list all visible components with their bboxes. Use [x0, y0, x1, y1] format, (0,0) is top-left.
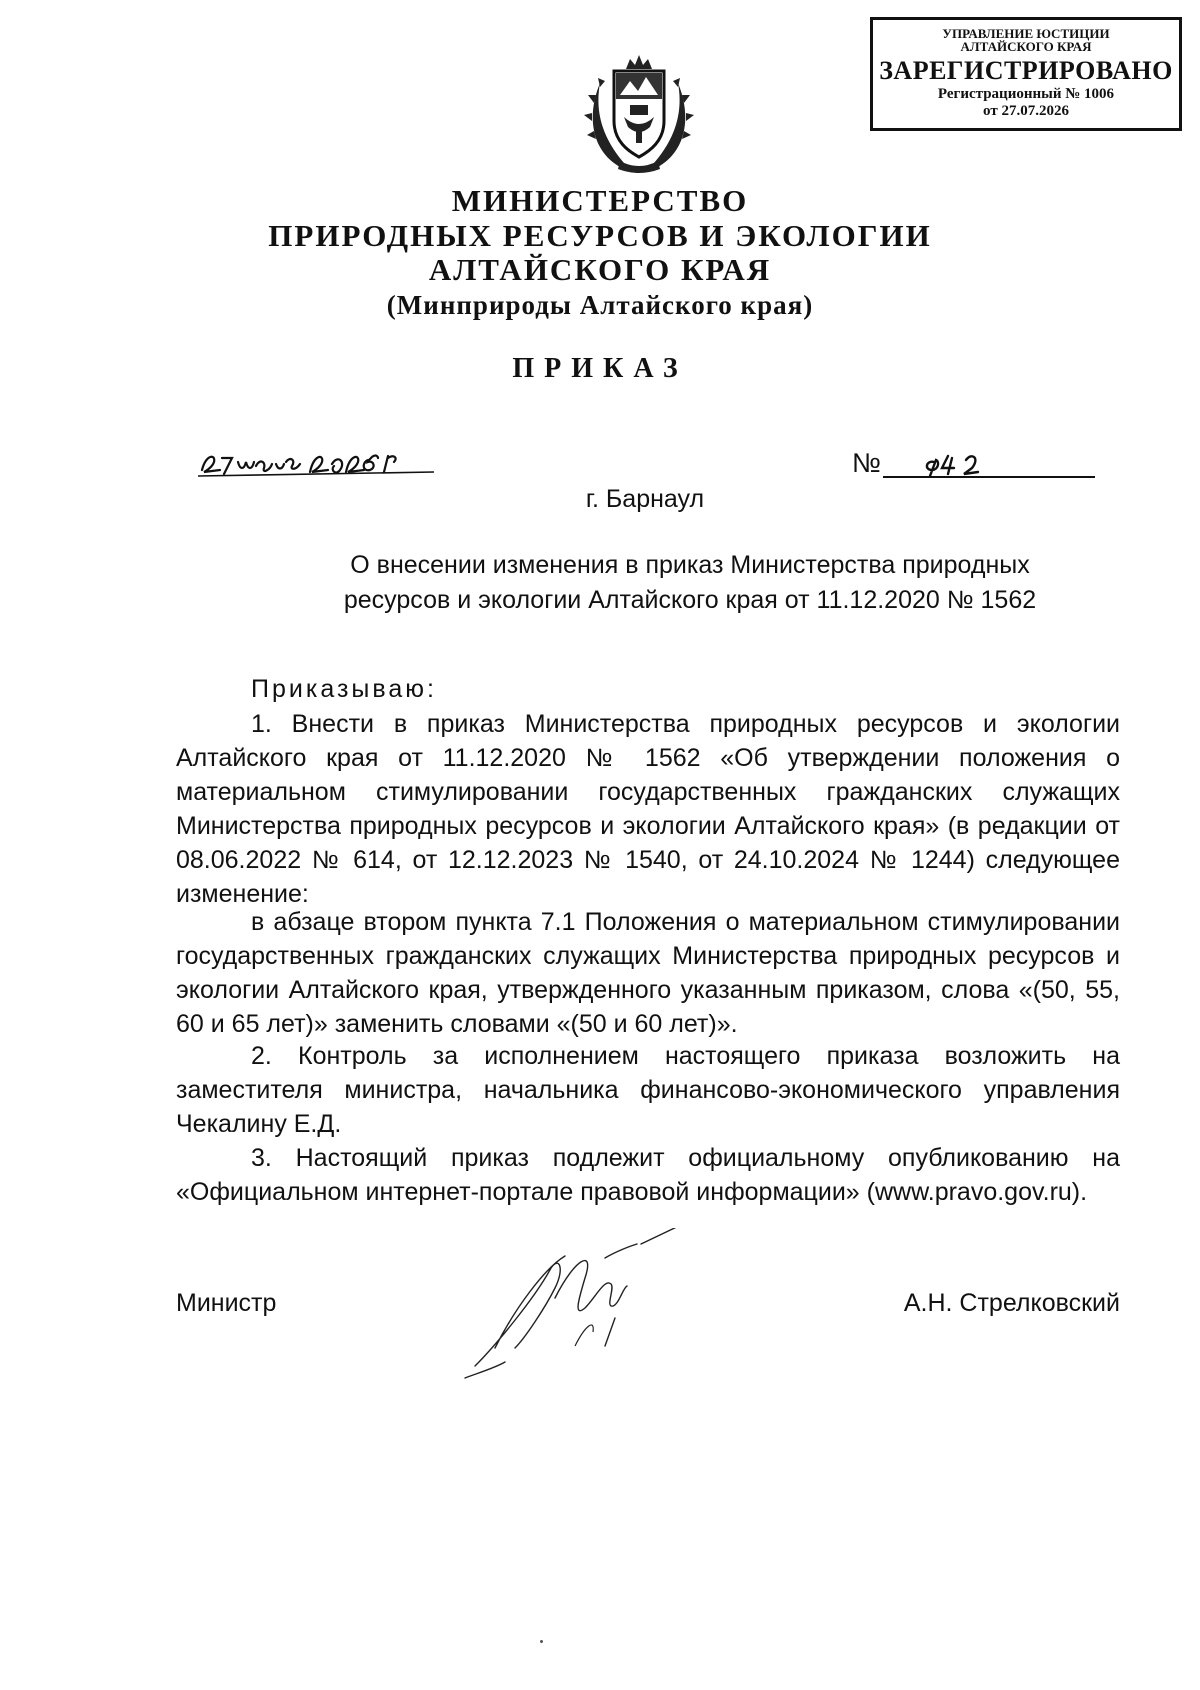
stamp-org-line1: УПРАВЛЕНИЕ ЮСТИЦИИ [942, 26, 1110, 41]
subject-line1: О внесении изменения в приказ Министерства природных [350, 551, 1030, 579]
handwritten-date [198, 448, 438, 478]
item-1-text: 1. Внести в приказ Министерства природных ресурсов и экологии Алтайского края от 11.12.2020 № 1562 «Об утверждении положения о материальном стимулировании государственных гражданских служащих Министерства природных ресурсов и экологии Алтайского края» (в редакции от 08.06.2022 № 614, от 12.12.2023 № 1540, от 24.10.2024 № 1244) следующее изменение: [176, 710, 1120, 908]
item-2 [176, 1039, 1120, 1141]
stamp-org-line2: АЛТАЙСКОГО КРАЯ [960, 39, 1092, 54]
number-label: № [852, 448, 881, 478]
signer-title: Министр [176, 1289, 277, 1317]
coat-of-arms-icon [580, 47, 698, 175]
ministry-name-line3: АЛТАЙСКОГО КРАЯ [428, 252, 772, 287]
registration-stamp [870, 17, 1182, 131]
stamp-reg-number: Регистрационный № 1006 [937, 86, 1115, 102]
subject-line2: ресурсов и экологии Алтайского края от 11.12.2020 № 1562 [343, 586, 1037, 614]
order-subject [320, 548, 1060, 618]
ministry-name-line2: ПРИРОДНЫХ РЕСУРСОВ И ЭКОЛОГИИ [268, 218, 932, 253]
stamp-reg-date: от 27.07.2026 [983, 103, 1069, 119]
handwritten-signature [455, 1228, 755, 1388]
handwritten-number [920, 448, 1000, 478]
item-1-detail-text: в абзаце втором пункта 7.1 Положения о материальном стимулировании государственных гражданских служащих Министерства природных ресурсов и экологии Алтайского края, утвержденного указанным приказом, слова «(50, 55, 60 и 65 лет)» заменить словами «(50 и 60 лет)». [176, 908, 1120, 1038]
item-1 [176, 707, 1120, 911]
preamble-text: Приказываю: [251, 675, 437, 703]
item-2-text: 2. Контроль за исполнением настоящего приказа возложить на заместителя министра, начальника финансово-экономического управления Чекалину Е.Д. [176, 1042, 1120, 1138]
document-type: ПРИКАЗ [512, 353, 688, 384]
ministry-short-name: (Минприроды Алтайского края) [386, 290, 814, 320]
item-3-text: 3. Настоящий приказ подлежит официальному опубликованию на «Официальном интернет-портале правовой информации» (www.pravo.gov.ru). [176, 1144, 1120, 1206]
signer-name: А.Н. Стрелковский [903, 1289, 1120, 1317]
item-3 [176, 1141, 1120, 1209]
ministry-name-line1: МИНИСТЕРСТВО [451, 183, 749, 218]
preamble [176, 672, 1120, 706]
city: г. Барнаул [585, 485, 705, 513]
scan-speck [540, 1640, 543, 1643]
item-1-detail [176, 905, 1120, 1041]
stamp-status: ЗАРЕГИСТРИРОВАНО [879, 56, 1173, 85]
